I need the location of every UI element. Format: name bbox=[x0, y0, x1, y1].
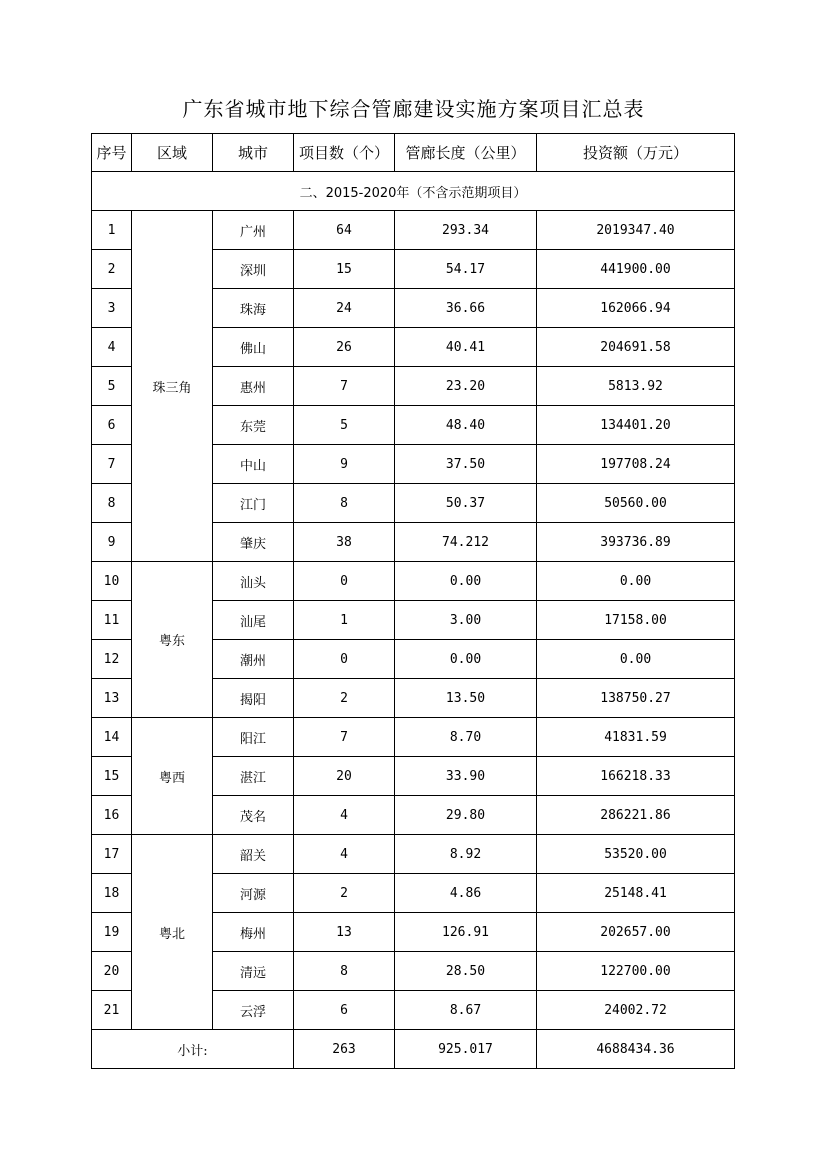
investment: 25148.41 bbox=[537, 874, 735, 913]
city-name: 珠海 bbox=[213, 289, 294, 328]
corridor-length: 13.50 bbox=[395, 679, 537, 718]
investment: 50560.00 bbox=[537, 484, 735, 523]
region-name: 粤北 bbox=[132, 835, 213, 1030]
row-number: 17 bbox=[92, 835, 132, 874]
investment: 0.00 bbox=[537, 562, 735, 601]
investment: 134401.20 bbox=[537, 406, 735, 445]
project-count: 4 bbox=[294, 796, 395, 835]
investment: 162066.94 bbox=[537, 289, 735, 328]
investment: 197708.24 bbox=[537, 445, 735, 484]
region-name: 粤西 bbox=[132, 718, 213, 835]
row-number: 15 bbox=[92, 757, 132, 796]
investment: 41831.59 bbox=[537, 718, 735, 757]
row-number: 12 bbox=[92, 640, 132, 679]
row-number: 2 bbox=[92, 250, 132, 289]
city-name: 广州 bbox=[213, 211, 294, 250]
city-name: 河源 bbox=[213, 874, 294, 913]
total-row bbox=[92, 1030, 735, 1069]
table-row bbox=[92, 211, 735, 250]
row-number: 19 bbox=[92, 913, 132, 952]
corridor-length: 3.00 bbox=[395, 601, 537, 640]
project-count: 20 bbox=[294, 757, 395, 796]
row-number: 10 bbox=[92, 562, 132, 601]
investment: 2019347.40 bbox=[537, 211, 735, 250]
row-number: 7 bbox=[92, 445, 132, 484]
project-count: 8 bbox=[294, 952, 395, 991]
row-number: 4 bbox=[92, 328, 132, 367]
corridor-length: 0.00 bbox=[395, 562, 537, 601]
project-count: 7 bbox=[294, 367, 395, 406]
project-count: 4 bbox=[294, 835, 395, 874]
row-number: 11 bbox=[92, 601, 132, 640]
page-title: 广东省城市地下综合管廊建设实施方案项目汇总表 bbox=[182, 97, 645, 121]
investment: 24002.72 bbox=[537, 991, 735, 1030]
investment: 138750.27 bbox=[537, 679, 735, 718]
investment: 286221.86 bbox=[537, 796, 735, 835]
investment: 53520.00 bbox=[537, 835, 735, 874]
row-number: 8 bbox=[92, 484, 132, 523]
corridor-length: 37.50 bbox=[395, 445, 537, 484]
project-count: 15 bbox=[294, 250, 395, 289]
project-count: 26 bbox=[294, 328, 395, 367]
header-cell: 管廊长度（公里） bbox=[395, 134, 537, 172]
corridor-length: 8.70 bbox=[395, 718, 537, 757]
project-count: 0 bbox=[294, 562, 395, 601]
project-count: 9 bbox=[294, 445, 395, 484]
corridor-length: 40.41 bbox=[395, 328, 537, 367]
investment: 5813.92 bbox=[537, 367, 735, 406]
corridor-length: 8.67 bbox=[395, 991, 537, 1030]
city-name: 湛江 bbox=[213, 757, 294, 796]
project-count: 0 bbox=[294, 640, 395, 679]
city-name: 韶关 bbox=[213, 835, 294, 874]
project-count: 7 bbox=[294, 718, 395, 757]
row-number: 13 bbox=[92, 679, 132, 718]
city-name: 潮州 bbox=[213, 640, 294, 679]
city-name: 梅州 bbox=[213, 913, 294, 952]
section-row bbox=[92, 172, 735, 211]
row-number: 18 bbox=[92, 874, 132, 913]
summary-table bbox=[91, 133, 735, 1069]
corridor-length: 33.90 bbox=[395, 757, 537, 796]
corridor-length: 4.86 bbox=[395, 874, 537, 913]
project-count: 2 bbox=[294, 679, 395, 718]
table-row bbox=[92, 562, 735, 601]
row-number: 16 bbox=[92, 796, 132, 835]
project-count: 2 bbox=[294, 874, 395, 913]
project-count: 5 bbox=[294, 406, 395, 445]
investment: 166218.33 bbox=[537, 757, 735, 796]
city-name: 肇庆 bbox=[213, 523, 294, 562]
row-number: 14 bbox=[92, 718, 132, 757]
city-name: 佛山 bbox=[213, 328, 294, 367]
section-label: 二、2015-2020年（不含示范期项目） bbox=[92, 172, 735, 211]
row-number: 20 bbox=[92, 952, 132, 991]
header-cell: 项目数（个） bbox=[294, 134, 395, 172]
row-number: 1 bbox=[92, 211, 132, 250]
header-row bbox=[92, 134, 735, 172]
city-name: 清远 bbox=[213, 952, 294, 991]
row-number: 3 bbox=[92, 289, 132, 328]
city-name: 揭阳 bbox=[213, 679, 294, 718]
row-number: 9 bbox=[92, 523, 132, 562]
project-count: 1 bbox=[294, 601, 395, 640]
table-row bbox=[92, 718, 735, 757]
corridor-length: 29.80 bbox=[395, 796, 537, 835]
row-number: 21 bbox=[92, 991, 132, 1030]
project-count: 8 bbox=[294, 484, 395, 523]
region-name: 珠三角 bbox=[132, 211, 213, 562]
project-count: 38 bbox=[294, 523, 395, 562]
project-count: 6 bbox=[294, 991, 395, 1030]
city-name: 惠州 bbox=[213, 367, 294, 406]
investment: 122700.00 bbox=[537, 952, 735, 991]
header-cell: 城市 bbox=[213, 134, 294, 172]
table-row bbox=[92, 835, 735, 874]
total-investment: 4688434.36 bbox=[537, 1030, 735, 1069]
city-name: 云浮 bbox=[213, 991, 294, 1030]
corridor-length: 293.34 bbox=[395, 211, 537, 250]
region-name: 粤东 bbox=[132, 562, 213, 718]
row-number: 5 bbox=[92, 367, 132, 406]
corridor-length: 74.212 bbox=[395, 523, 537, 562]
corridor-length: 23.20 bbox=[395, 367, 537, 406]
corridor-length: 126.91 bbox=[395, 913, 537, 952]
investment: 202657.00 bbox=[537, 913, 735, 952]
investment: 393736.89 bbox=[537, 523, 735, 562]
city-name: 江门 bbox=[213, 484, 294, 523]
city-name: 阳江 bbox=[213, 718, 294, 757]
project-count: 13 bbox=[294, 913, 395, 952]
project-count: 64 bbox=[294, 211, 395, 250]
city-name: 东莞 bbox=[213, 406, 294, 445]
total-count: 263 bbox=[294, 1030, 395, 1069]
city-name: 中山 bbox=[213, 445, 294, 484]
investment: 441900.00 bbox=[537, 250, 735, 289]
total-label: 小计: bbox=[92, 1030, 294, 1069]
city-name: 深圳 bbox=[213, 250, 294, 289]
investment: 204691.58 bbox=[537, 328, 735, 367]
header-cell: 序号 bbox=[92, 134, 132, 172]
investment: 0.00 bbox=[537, 640, 735, 679]
corridor-length: 50.37 bbox=[395, 484, 537, 523]
city-name: 茂名 bbox=[213, 796, 294, 835]
investment: 17158.00 bbox=[537, 601, 735, 640]
project-count: 24 bbox=[294, 289, 395, 328]
corridor-length: 48.40 bbox=[395, 406, 537, 445]
header-cell: 投资额（万元） bbox=[537, 134, 735, 172]
corridor-length: 0.00 bbox=[395, 640, 537, 679]
corridor-length: 28.50 bbox=[395, 952, 537, 991]
row-number: 6 bbox=[92, 406, 132, 445]
city-name: 汕头 bbox=[213, 562, 294, 601]
header-cell: 区域 bbox=[132, 134, 213, 172]
corridor-length: 36.66 bbox=[395, 289, 537, 328]
city-name: 汕尾 bbox=[213, 601, 294, 640]
corridor-length: 54.17 bbox=[395, 250, 537, 289]
total-length: 925.017 bbox=[395, 1030, 537, 1069]
corridor-length: 8.92 bbox=[395, 835, 537, 874]
